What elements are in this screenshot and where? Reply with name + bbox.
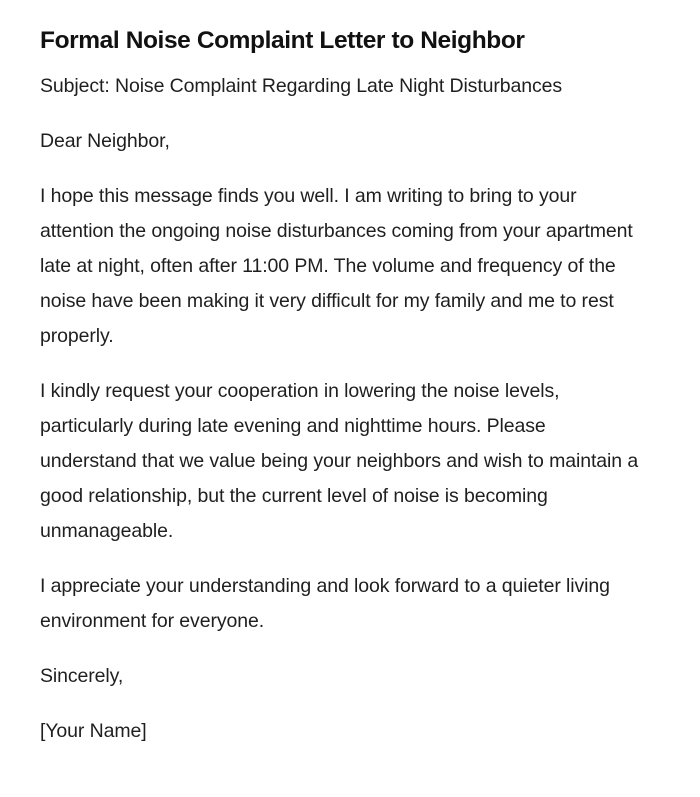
letter-signature: [Your Name] [40, 720, 147, 742]
letter-paragraph-1: I hope this message finds you well. I am writing to bring to your attention the ongoing noise disturbances coming from your apartment late at night, often after 11:00 PM. The volume and frequency of the noise have been making it very difficult for my family and me to rest properly. [40, 185, 633, 347]
letter-document [40, 24, 640, 749]
letter-greeting: Dear Neighbor, [40, 130, 170, 152]
letter-closing: Sincerely, [40, 665, 124, 687]
letter-paragraph-2: I kindly request your cooperation in lowering the noise levels, particularly during late evening and nighttime hours. Please understand that we value being your neighbors and wish to maintain a good relationship, but the current level of noise is becoming unmanageable. [40, 380, 639, 542]
letter-title: Formal Noise Complaint Letter to Neighbor [40, 27, 525, 54]
letter-subject: Subject: Noise Complaint Regarding Late Night Disturbances [40, 75, 563, 97]
letter-paragraph-3: I appreciate your understanding and look forward to a quieter living environment for everyone. [40, 575, 610, 632]
